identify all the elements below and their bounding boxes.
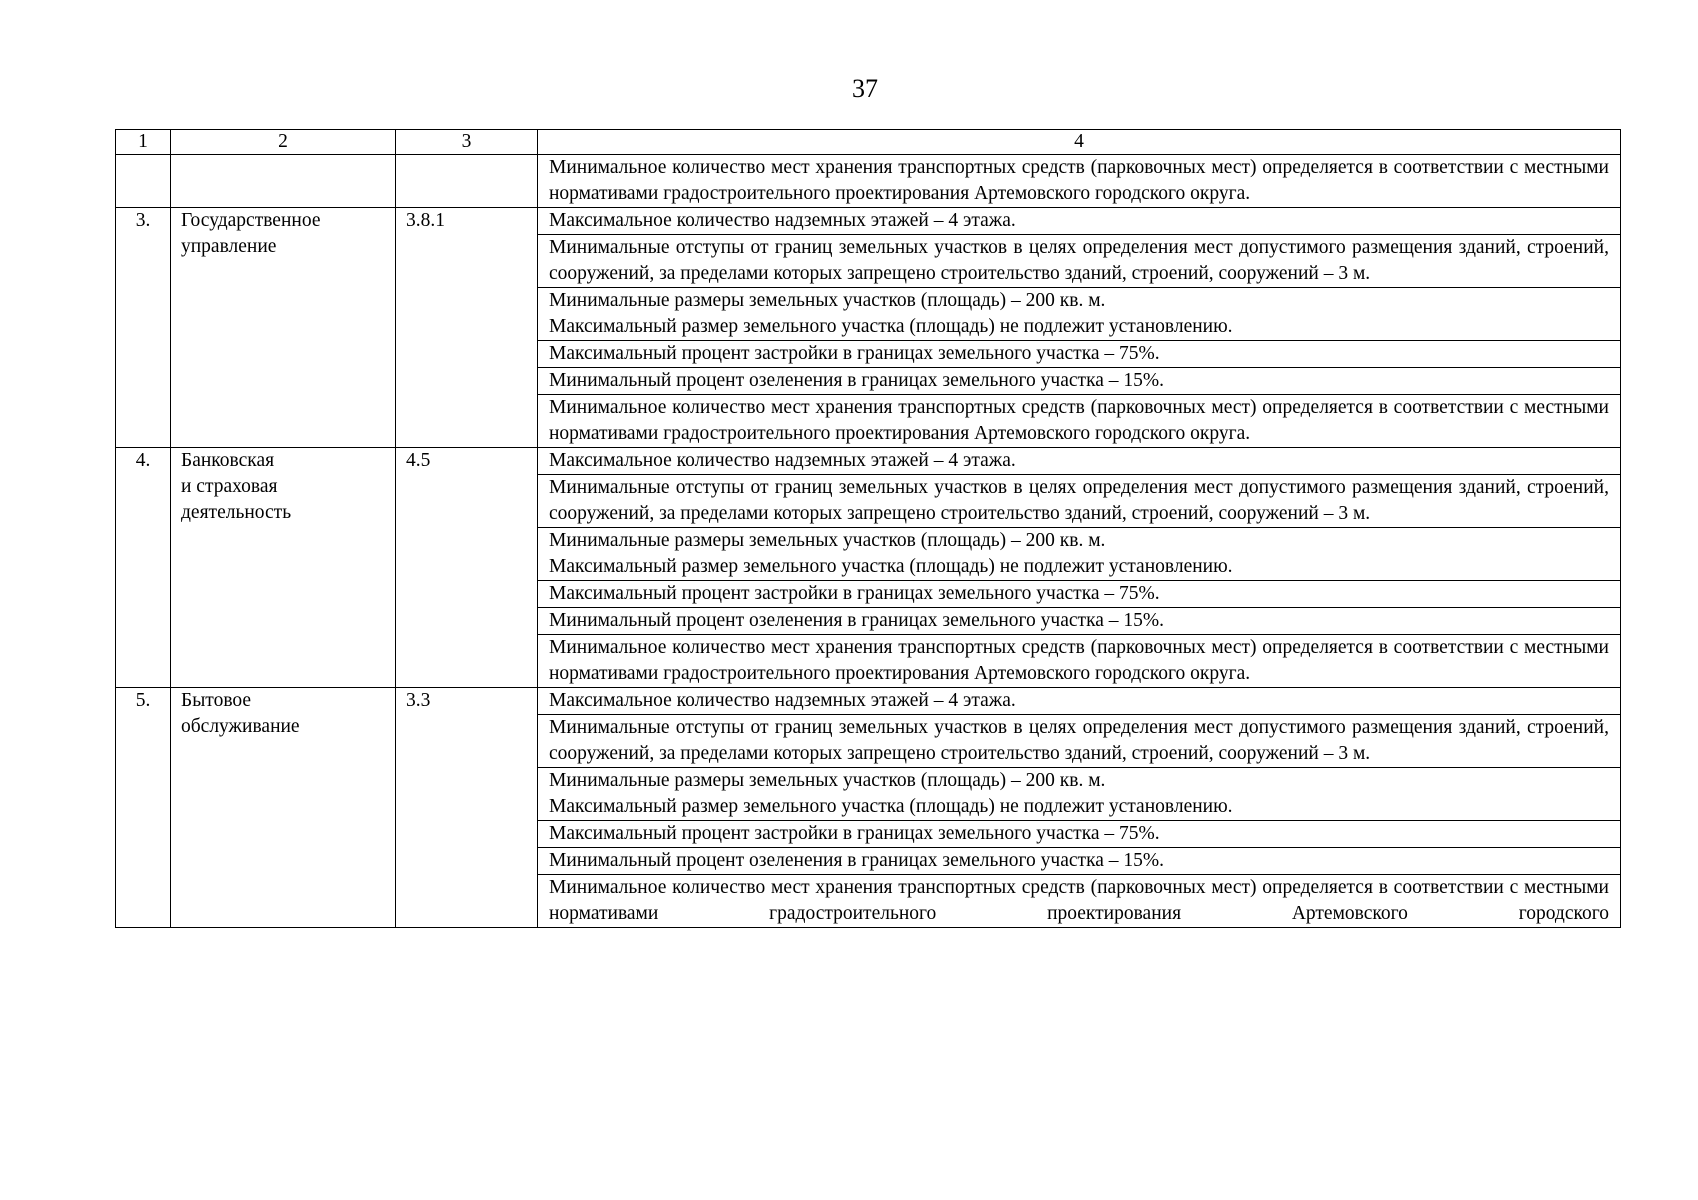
param-build-percent: Максимальный процент застройки в границах земельного участка – 75%. [538,821,1621,848]
param-build-percent: Максимальный процент застройки в границах земельного участка – 75%. [538,581,1621,608]
row-number: 3. [116,208,171,448]
param-floors: Максимальное количество надземных этажей – 4 этажа. [538,688,1621,715]
param-green-percent: Минимальный процент озеленения в границах земельного участка – 15%. [538,608,1621,635]
param-plot-size [538,288,1621,341]
param-min-area: Минимальные размеры земельных участков (площадь) – 200 кв. м. [549,770,1106,791]
regulations-table [115,129,1621,928]
row-number: 5. [116,688,171,928]
use-name [171,208,396,448]
table-row [116,155,1621,208]
use-name-line: деятельность [181,502,292,523]
param-max-area: Максимальный размер земельного участка (площадь) не подлежит установлению. [549,796,1233,817]
page-number: 37 [852,74,878,103]
table-header-row [116,130,1621,155]
column-header-4: 4 [538,130,1621,155]
param-parking: Минимальное количество мест хранения транспортных средств (парковочных мест) определяется в соответствии с местными нормативами градостроительного проектирования Артемовского городского округа. [538,395,1621,448]
row-number [116,155,171,208]
param-floors: Максимальное количество надземных этажей – 4 этажа. [538,448,1621,475]
use-name [171,155,396,208]
column-header-1: 1 [116,130,171,155]
use-code: 3.8.1 [396,208,538,448]
param-min-area: Минимальные размеры земельных участков (площадь) – 200 кв. м. [549,530,1106,551]
table-row [116,448,1621,475]
param-parking: Минимальное количество мест хранения транспортных средств (парковочных мест) определяется в соответствии с местными нормативами градостроительного проектирования Артемовского городского [538,875,1621,928]
param-build-percent: Максимальный процент застройки в границах земельного участка – 75%. [538,341,1621,368]
row-number: 4. [116,448,171,688]
param-setbacks: Минимальные отступы от границ земельных участков в целях определения мест допустимого размещения зданий, строений, сооружений, за пределами которых запрещено строительство зданий, строений, сооружений – 3 м. [538,715,1621,768]
table-row [116,688,1621,715]
use-name-line: Государственное [181,210,321,231]
use-name [171,688,396,928]
param-min-area: Минимальные размеры земельных участков (площадь) – 200 кв. м. [549,290,1106,311]
use-name-line: и страховая [181,476,278,497]
param-green-percent: Минимальный процент озеленения в границах земельного участка – 15%. [538,848,1621,875]
use-code: 4.5 [396,448,538,688]
column-header-3: 3 [396,130,538,155]
use-name-line: управление [181,236,277,257]
use-name-line: обслуживание [181,716,300,737]
param-setbacks: Минимальные отступы от границ земельных участков в целях определения мест допустимого размещения зданий, строений, сооружений, за пределами которых запрещено строительство зданий, строений, сооружений – 3 м. [538,235,1621,288]
param-max-area: Максимальный размер земельного участка (площадь) не подлежит установлению. [549,556,1233,577]
param-plot-size [538,768,1621,821]
param-floors: Максимальное количество надземных этажей – 4 этажа. [538,208,1621,235]
param-green-percent: Минимальный процент озеленения в границах земельного участка – 15%. [538,368,1621,395]
table-row [116,208,1621,235]
column-header-2: 2 [171,130,396,155]
param-max-area: Максимальный размер земельного участка (площадь) не подлежит установлению. [549,316,1233,337]
param-plot-size [538,528,1621,581]
use-name [171,448,396,688]
param-parking: Минимальное количество мест хранения транспортных средств (парковочных мест) определяется в соответствии с местными нормативами градостроительного проектирования Артемовского городского округа. [538,155,1621,208]
use-name-line: Банковская [181,450,275,471]
use-code: 3.3 [396,688,538,928]
use-code [396,155,538,208]
param-parking: Минимальное количество мест хранения транспортных средств (парковочных мест) определяется в соответствии с местными нормативами градостроительного проектирования Артемовского городского округа. [538,635,1621,688]
param-setbacks: Минимальные отступы от границ земельных участков в целях определения мест допустимого размещения зданий, строений, сооружений, за пределами которых запрещено строительство зданий, строений, сооружений – 3 м. [538,475,1621,528]
use-name-line: Бытовое [181,690,252,711]
